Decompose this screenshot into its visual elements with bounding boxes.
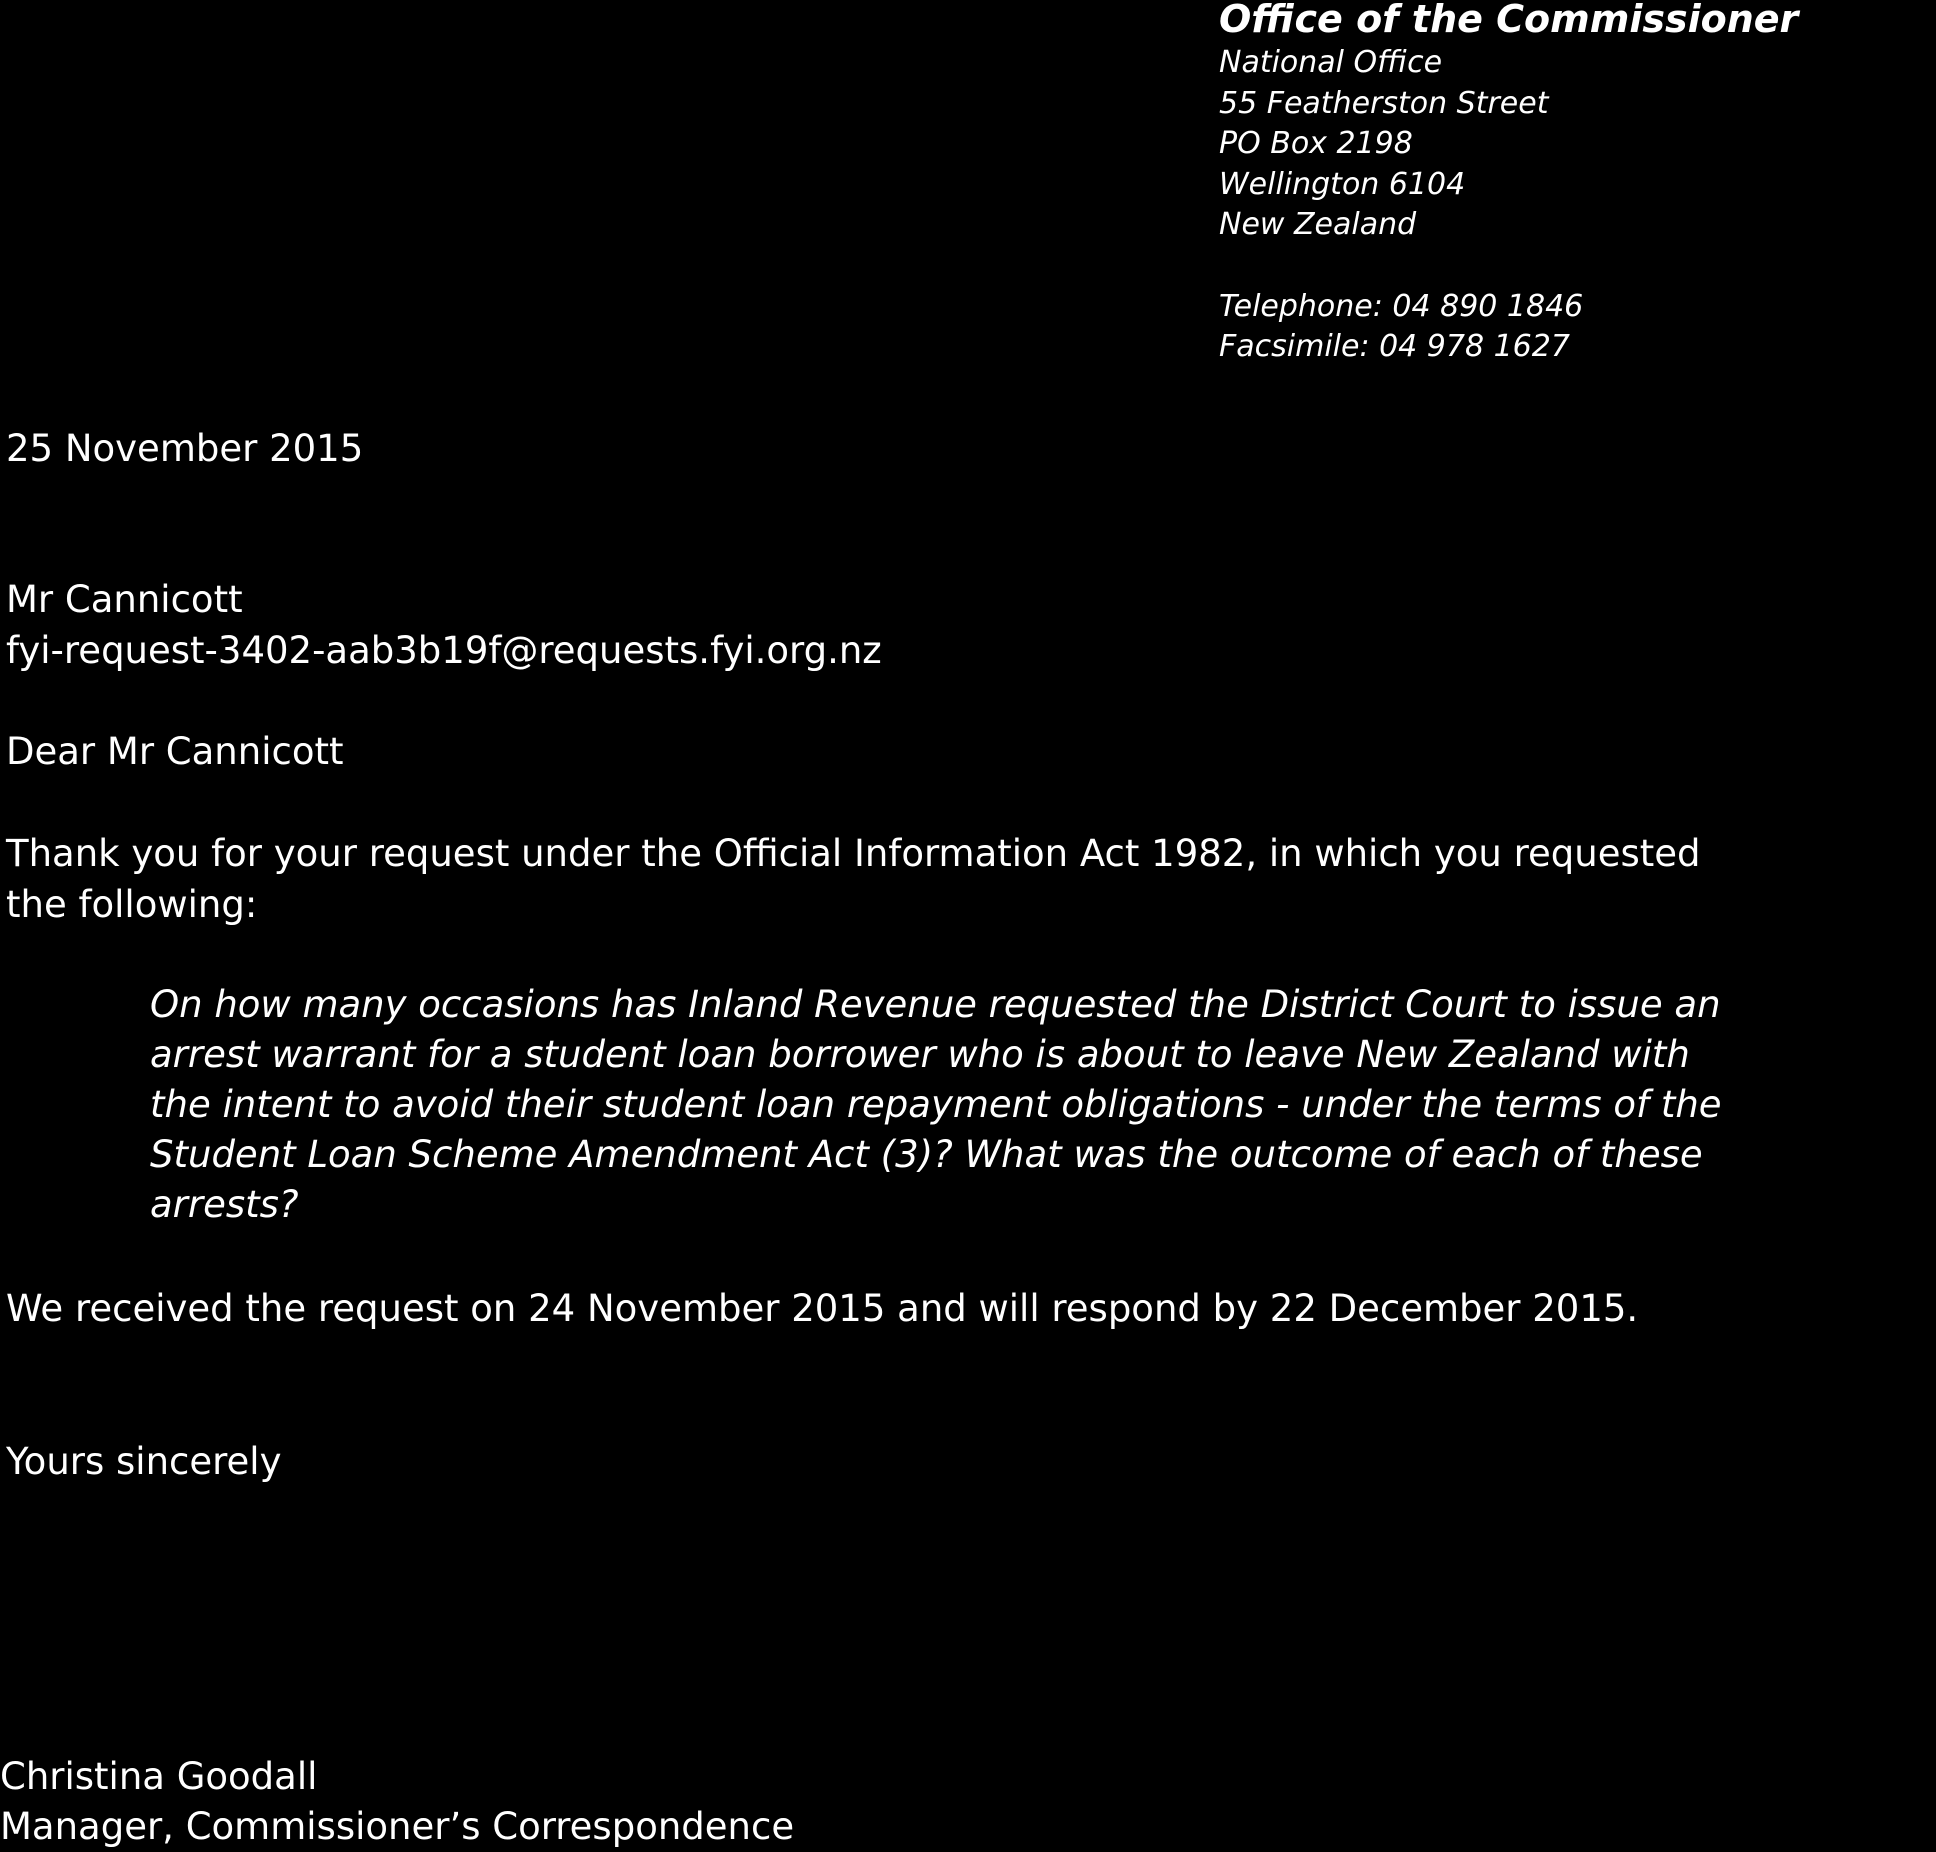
address-line-office: National Office <box>1219 45 1443 80</box>
signatory-title: Manager, Commissioner’s Correspondence <box>0 1805 795 1848</box>
telephone-line: Telephone: 04 890 1846 <box>1219 288 1584 324</box>
closing: Yours sincerely <box>6 1440 282 1483</box>
quote-line-3: the intent to avoid their student loan repayment obligations - under the terms of the <box>150 1083 1722 1126</box>
signatory-name: Christina Goodall <box>0 1755 318 1798</box>
letter-date: 25 November 2015 <box>6 427 364 470</box>
letterhead-spacer <box>1219 246 1919 287</box>
address-line-country: New Zealand <box>1219 207 1417 242</box>
quote-line-2: arrest warrant for a student loan borrower who is about to leave New Zealand with <box>150 1033 1690 1076</box>
address-line-city: Wellington 6104 <box>1219 166 1466 202</box>
quote-line-5: arrests? <box>150 1183 299 1226</box>
facsimile-line: Facsimile: 04 978 1627 <box>1219 329 1570 364</box>
received-statement: We received the request on 24 November 2015 and will respond by 22 December 2015. <box>6 1287 1639 1330</box>
quote-line-1: On how many occasions has Inland Revenue requested the District Court to issue an <box>150 983 1721 1026</box>
address-line-street: 55 Featherston Street <box>1219 85 1549 121</box>
recipient-email: fyi-request-3402-aab3b19f@requests.fyi.org.nz <box>6 629 882 672</box>
address-line-po-box: PO Box 2198 <box>1219 126 1413 161</box>
request-quote <box>150 980 1930 1230</box>
letterhead <box>1219 0 1919 368</box>
intro-line-1: Thank you for your request under the Official Information Act 1982, in which you requested <box>6 832 1701 875</box>
office-title: Office of the Commissioner <box>1219 0 1799 41</box>
quote-line-4: Student Loan Scheme Amendment Act (3)? What was the outcome of each of these <box>150 1133 1703 1176</box>
salutation: Dear Mr Cannicott <box>6 730 344 773</box>
recipient-name: Mr Cannicott <box>6 578 243 621</box>
intro-line-2: the following: <box>6 883 258 926</box>
